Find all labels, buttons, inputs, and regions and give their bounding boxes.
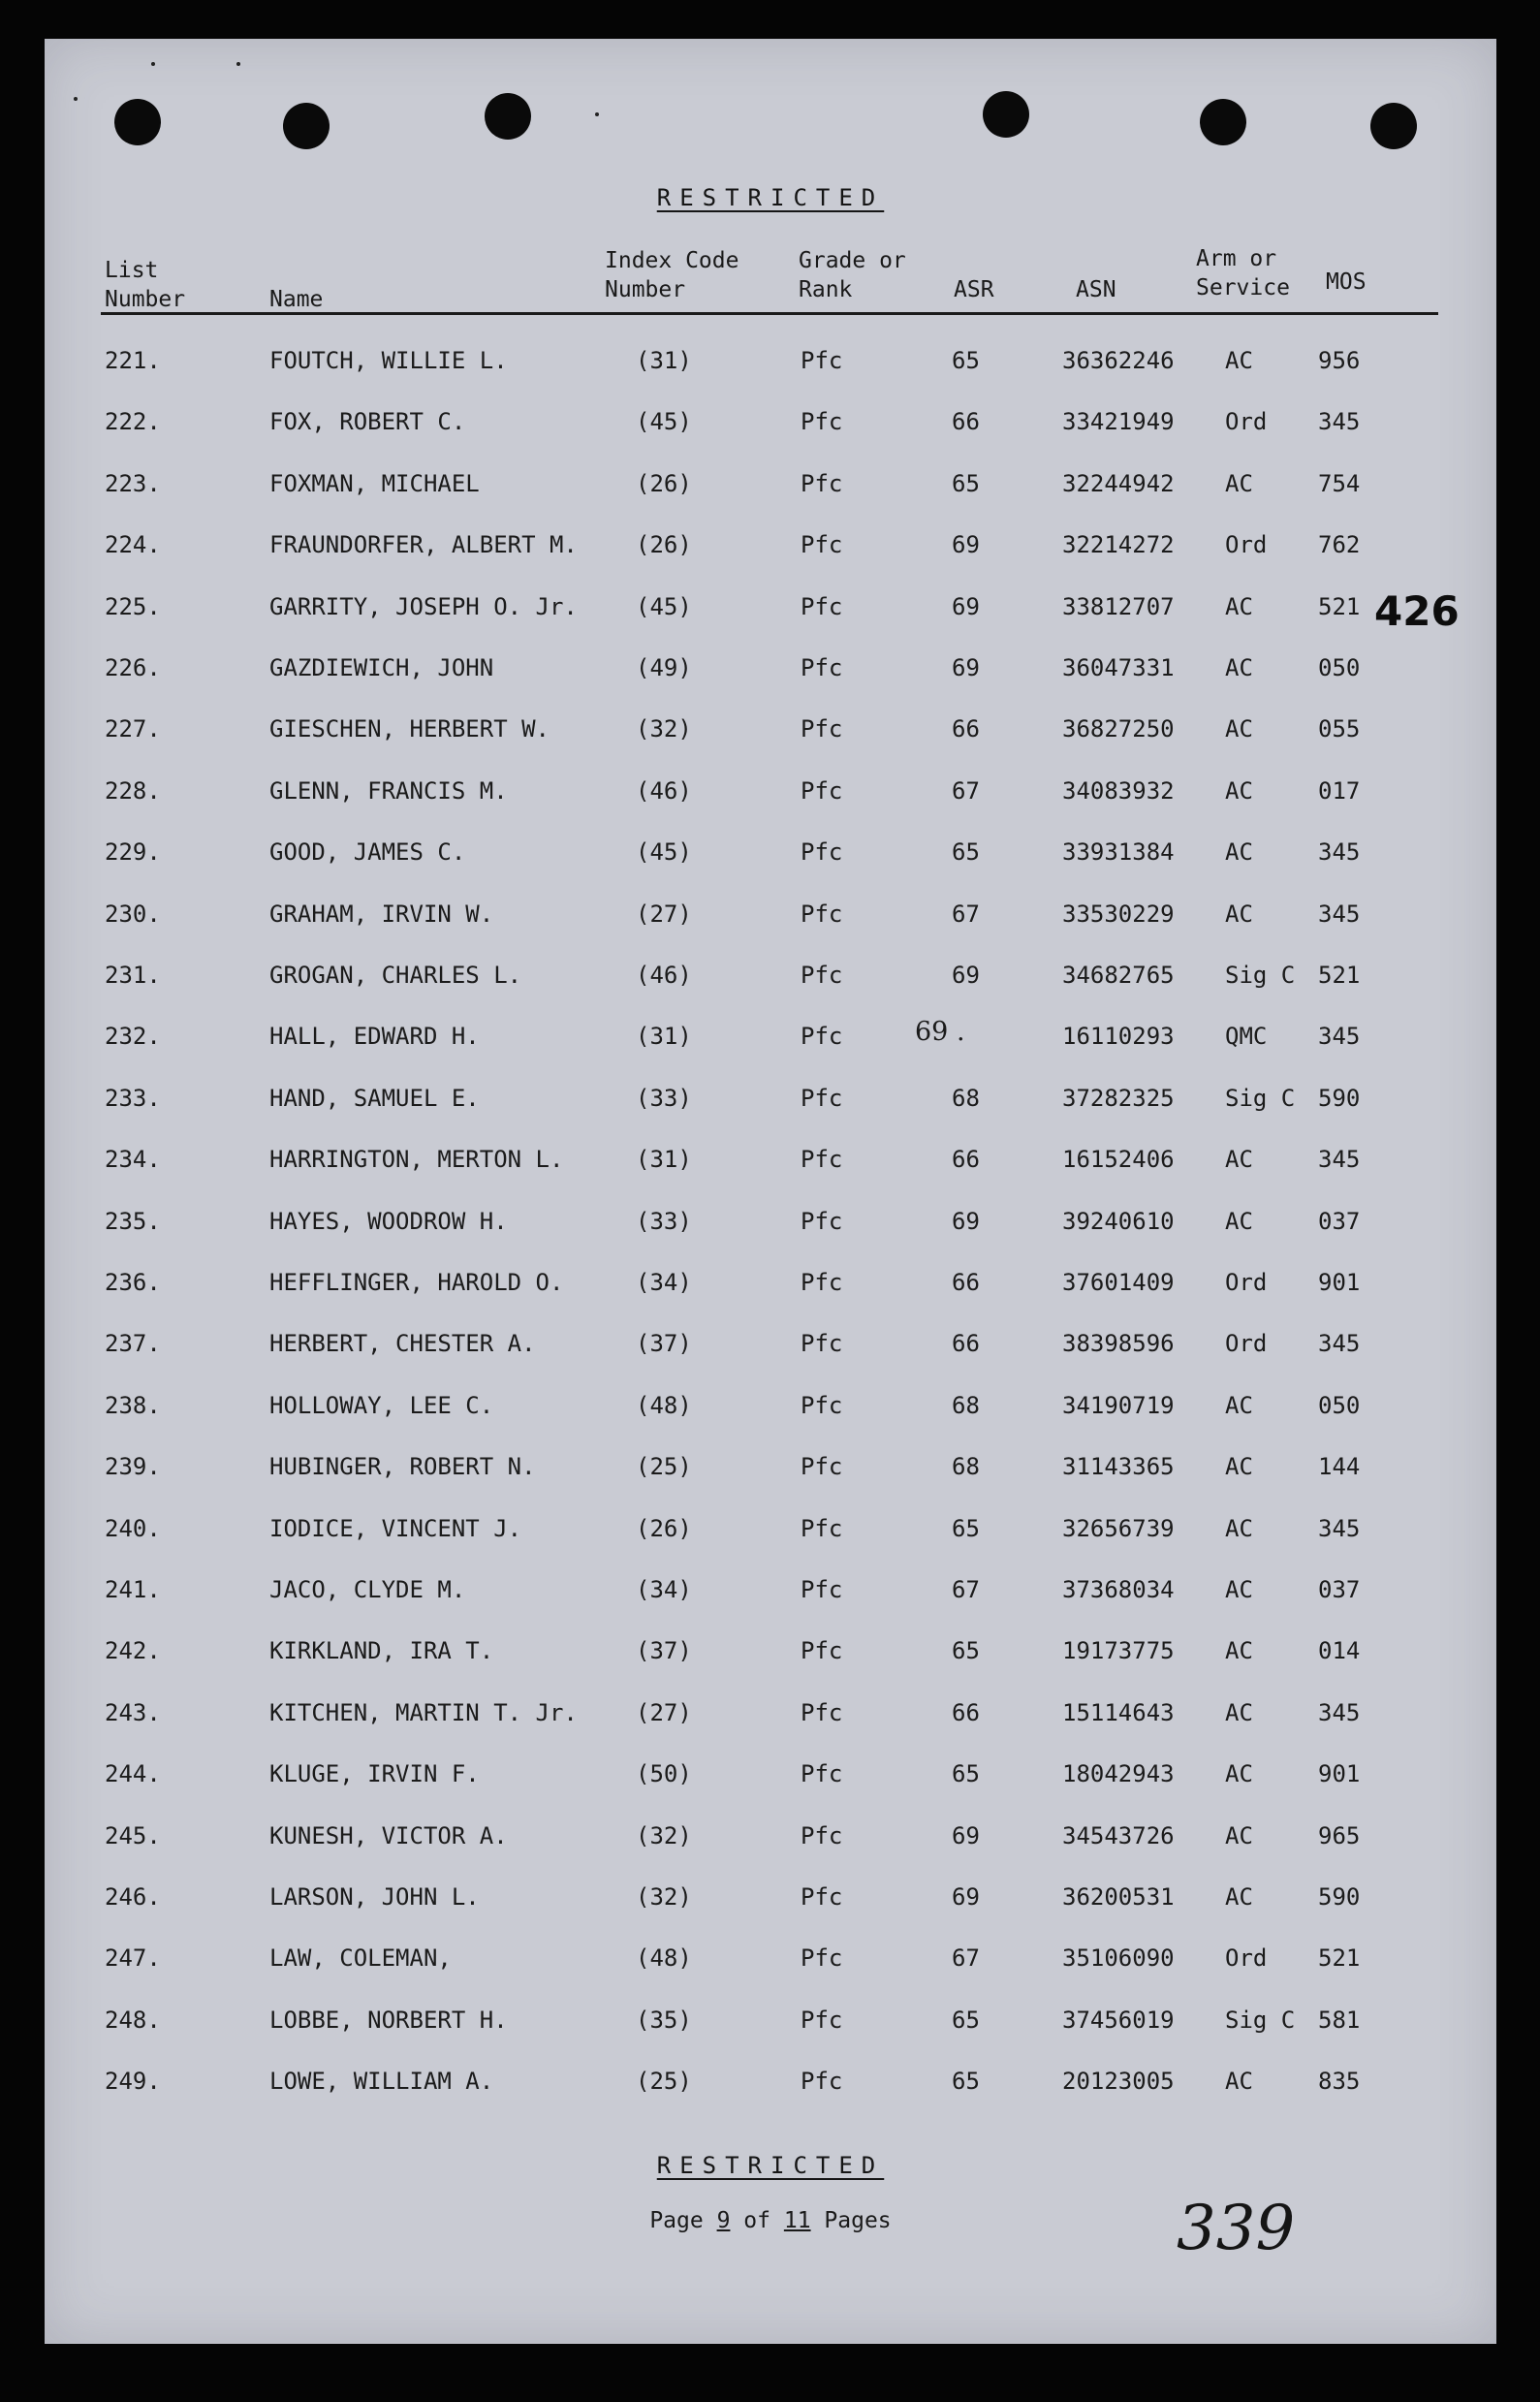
index-code: (37) xyxy=(636,1330,692,1358)
row-name: FOX, ROBERT C. xyxy=(269,408,466,436)
mos-value: 754 xyxy=(1318,469,1361,497)
asn-value: 37456019 xyxy=(1062,2006,1175,2034)
asr-value: 65 xyxy=(952,1760,980,1788)
col-header-arm: Arm or Service xyxy=(1196,246,1290,300)
asn-value: 36827250 xyxy=(1062,715,1175,743)
grade-rank: Pfc xyxy=(801,654,843,681)
asr-value: 66 xyxy=(952,1330,980,1358)
list-number: 233. xyxy=(105,1084,161,1112)
index-code: (31) xyxy=(636,1146,692,1174)
asn-value: 20123005 xyxy=(1062,2068,1175,2096)
index-code: (37) xyxy=(636,1637,692,1665)
asr-handwritten: 69 . xyxy=(915,1017,965,1048)
table-row xyxy=(45,715,1496,754)
arm-service: AC xyxy=(1225,1207,1253,1235)
arm-service: Ord xyxy=(1225,408,1268,436)
mos-value: 037 xyxy=(1318,1576,1361,1603)
list-number: 242. xyxy=(105,1637,161,1665)
row-name: GAZDIEWICH, JOHN xyxy=(269,654,494,681)
asr-value: 69 xyxy=(952,531,980,559)
mos-value: 590 xyxy=(1318,1084,1361,1112)
arm-service: AC xyxy=(1225,1453,1253,1481)
index-code: (31) xyxy=(636,347,692,374)
arm-service: AC xyxy=(1225,1514,1253,1542)
row-name: HOLLOWAY, LEE C. xyxy=(269,1391,494,1419)
mos-value: 017 xyxy=(1318,776,1361,805)
index-code: (26) xyxy=(636,531,692,559)
grade-rank: Pfc xyxy=(801,900,843,928)
list-number: 230. xyxy=(105,900,161,928)
index-code: (45) xyxy=(636,838,692,867)
list-number: 226. xyxy=(105,654,161,681)
asr-value: 67 xyxy=(952,900,980,928)
row-name: GRAHAM, IRVIN W. xyxy=(269,900,494,928)
list-number: 234. xyxy=(105,1146,161,1174)
mos-value: 521 xyxy=(1318,1944,1361,1973)
row-name: HEFFLINGER, HAROLD O. xyxy=(269,1269,564,1296)
grade-rank: Pfc xyxy=(801,408,843,436)
table-row xyxy=(45,1085,1496,1123)
list-number: 248. xyxy=(105,2006,161,2034)
table-row xyxy=(45,347,1496,386)
index-code: (27) xyxy=(636,900,692,928)
index-code: (33) xyxy=(636,1207,692,1235)
table-row xyxy=(45,777,1496,816)
grade-rank: Pfc xyxy=(801,715,843,743)
arm-service: AC xyxy=(1225,776,1253,805)
row-name: KITCHEN, MARTIN T. Jr. xyxy=(269,1698,578,1726)
grade-rank: Pfc xyxy=(801,469,843,497)
table-row xyxy=(45,1883,1496,1922)
asr-value: 66 xyxy=(952,715,980,743)
index-code: (45) xyxy=(636,408,692,436)
index-code: (46) xyxy=(636,776,692,805)
row-name: HAYES, WOODROW H. xyxy=(269,1207,508,1235)
row-name: GROGAN, CHARLES L. xyxy=(269,962,522,989)
mos-value: 762 xyxy=(1318,531,1361,559)
asr-value: 65 xyxy=(952,838,980,867)
table-row xyxy=(45,2068,1496,2106)
arm-service: AC xyxy=(1225,592,1253,620)
punch-hole xyxy=(485,93,531,140)
grade-rank: Pfc xyxy=(801,1944,843,1973)
asn-value: 37282325 xyxy=(1062,1084,1175,1112)
row-name: JACO, CLYDE M. xyxy=(269,1576,466,1603)
asn-value: 31143365 xyxy=(1062,1453,1175,1481)
arm-service: AC xyxy=(1225,1637,1253,1665)
col-header-mos: MOS xyxy=(1326,269,1367,295)
asn-value: 15114643 xyxy=(1062,1698,1175,1726)
asr-value: 68 xyxy=(952,1084,980,1112)
asr-value: 69 xyxy=(952,962,980,989)
row-name: HALL, EDWARD H. xyxy=(269,1023,480,1051)
table-row xyxy=(45,2007,1496,2045)
index-code: (25) xyxy=(636,1453,692,1481)
arm-service: AC xyxy=(1225,1391,1253,1419)
mos-value: 590 xyxy=(1318,1883,1361,1911)
asr-value: 65 xyxy=(952,1514,980,1542)
asn-value: 16152406 xyxy=(1062,1146,1175,1174)
arm-service: AC xyxy=(1225,1883,1253,1911)
table-row xyxy=(45,408,1496,447)
arm-service: AC xyxy=(1225,1698,1253,1726)
arm-service: AC xyxy=(1225,469,1253,497)
row-name: FRAUNDORFER, ALBERT M. xyxy=(269,531,578,559)
asr-value: 69 xyxy=(952,592,980,620)
paper-speck xyxy=(74,97,78,101)
table-row xyxy=(45,1392,1496,1431)
list-number: 238. xyxy=(105,1391,161,1419)
asn-value: 34682765 xyxy=(1062,962,1175,989)
mos-value: 901 xyxy=(1318,1760,1361,1788)
handwritten-page-number: 339 xyxy=(1177,2193,1296,2264)
table-row xyxy=(45,1576,1496,1615)
asr-value: 66 xyxy=(952,1698,980,1726)
list-number: 236. xyxy=(105,1269,161,1296)
asr-value: 66 xyxy=(952,1269,980,1296)
row-name: KUNESH, VICTOR A. xyxy=(269,1821,508,1849)
grade-rank: Pfc xyxy=(801,1821,843,1849)
index-code: (32) xyxy=(636,715,692,743)
index-code: (26) xyxy=(636,1514,692,1542)
list-number: 245. xyxy=(105,1821,161,1849)
asn-value: 32214272 xyxy=(1062,531,1175,559)
asr-value: 65 xyxy=(952,347,980,374)
table-row xyxy=(45,962,1496,1000)
row-name: GLENN, FRANCIS M. xyxy=(269,776,508,805)
index-code: (35) xyxy=(636,2006,692,2034)
grade-rank: Pfc xyxy=(801,1207,843,1235)
list-number: 237. xyxy=(105,1330,161,1358)
asn-value: 37368034 xyxy=(1062,1576,1175,1603)
table-row xyxy=(45,470,1496,509)
grade-rank: Pfc xyxy=(801,1514,843,1542)
asn-value: 33421949 xyxy=(1062,408,1175,436)
arm-service: Ord xyxy=(1225,1330,1268,1358)
table-row xyxy=(45,654,1496,693)
row-name: GIESCHEN, HERBERT W. xyxy=(269,715,550,743)
list-number: 243. xyxy=(105,1698,161,1726)
asn-value: 39240610 xyxy=(1062,1207,1175,1235)
restricted-footer-text: RESTRICTED xyxy=(656,2152,885,2179)
row-name: LOWE, WILLIAM A. xyxy=(269,2068,494,2096)
mos-value: 014 xyxy=(1318,1637,1361,1665)
asn-value: 34083932 xyxy=(1062,776,1175,805)
asn-value: 18042943 xyxy=(1062,1760,1175,1788)
asr-value: 66 xyxy=(952,408,980,436)
mos-value: 345 xyxy=(1318,1146,1361,1174)
mos-value: 521 xyxy=(1318,592,1361,620)
mos-value: 144 xyxy=(1318,1453,1361,1481)
grade-rank: Pfc xyxy=(801,1269,843,1296)
restricted-footer xyxy=(45,2152,1496,2179)
header-rule xyxy=(101,312,1438,315)
list-number: 241. xyxy=(105,1576,161,1603)
asn-value: 34543726 xyxy=(1062,1821,1175,1849)
index-code: (46) xyxy=(636,962,692,989)
table-row xyxy=(45,1269,1496,1308)
table-row xyxy=(45,1208,1496,1247)
asn-value: 33530229 xyxy=(1062,900,1175,928)
col-header-grade: Grade or Rank xyxy=(799,248,906,302)
arm-service: AC xyxy=(1225,900,1253,928)
grade-rank: Pfc xyxy=(801,347,843,374)
list-number: 247. xyxy=(105,1944,161,1973)
table-row xyxy=(45,1760,1496,1799)
list-number: 229. xyxy=(105,838,161,867)
asr-value: 68 xyxy=(952,1391,980,1419)
asr-value: 67 xyxy=(952,1576,980,1603)
asn-value: 34190719 xyxy=(1062,1391,1175,1419)
mos-value: 050 xyxy=(1318,654,1361,681)
asr-value: 69 xyxy=(952,1207,980,1235)
grade-rank: Pfc xyxy=(801,1084,843,1112)
grade-rank: Pfc xyxy=(801,1637,843,1665)
asn-value: 33812707 xyxy=(1062,592,1175,620)
table-row xyxy=(45,1017,1496,1061)
punch-hole xyxy=(283,103,330,149)
mos-value: 345 xyxy=(1318,408,1361,436)
row-name: IODICE, VINCENT J. xyxy=(269,1514,522,1542)
arm-service: Sig C xyxy=(1225,1084,1296,1112)
arm-service: Sig C xyxy=(1225,962,1296,989)
mos-value: 581 xyxy=(1318,2006,1361,2034)
row-name: FOXMAN, MICHAEL xyxy=(269,469,480,497)
index-code: (32) xyxy=(636,1821,692,1849)
mos-value: 345 xyxy=(1318,1514,1361,1542)
asn-value: 36362246 xyxy=(1062,347,1175,374)
arm-service: AC xyxy=(1225,715,1253,743)
asr-value: 69 xyxy=(952,1821,980,1849)
grade-rank: Pfc xyxy=(801,2006,843,2034)
table-row xyxy=(45,1515,1496,1554)
asn-value: 38398596 xyxy=(1062,1330,1175,1358)
arm-service: AC xyxy=(1225,347,1253,374)
list-number: 246. xyxy=(105,1883,161,1911)
arm-service: AC xyxy=(1225,2068,1253,2096)
asn-value: 35106090 xyxy=(1062,1944,1175,1973)
table-row xyxy=(45,1822,1496,1861)
asr-value: 69 xyxy=(952,1883,980,1911)
table-row xyxy=(45,593,1496,632)
grade-rank: Pfc xyxy=(801,776,843,805)
list-number: 227. xyxy=(105,715,161,743)
mos-value: 345 xyxy=(1318,838,1361,867)
arm-service: AC xyxy=(1225,654,1253,681)
mos-value: 345 xyxy=(1318,1330,1361,1358)
asn-value: 16110293 xyxy=(1062,1023,1175,1051)
table-row xyxy=(45,1637,1496,1676)
mos-value: 965 xyxy=(1318,1821,1361,1849)
asr-value: 68 xyxy=(952,1453,980,1481)
asn-value: 19173775 xyxy=(1062,1637,1175,1665)
table-row xyxy=(45,531,1496,570)
paper-speck xyxy=(595,112,599,116)
grade-rank: Pfc xyxy=(801,1453,843,1481)
asr-value: 65 xyxy=(952,2006,980,2034)
mos-value: 956 xyxy=(1318,347,1361,374)
row-name: HAND, SAMUEL E. xyxy=(269,1084,480,1112)
table-row xyxy=(45,1330,1496,1369)
arm-service: AC xyxy=(1225,838,1253,867)
index-code: (26) xyxy=(636,469,692,497)
index-code: (34) xyxy=(636,1576,692,1603)
index-code: (25) xyxy=(636,2068,692,2096)
asn-value: 33931384 xyxy=(1062,838,1175,867)
mos-value: 055 xyxy=(1318,715,1361,743)
asr-value: 65 xyxy=(952,469,980,497)
grade-rank: Pfc xyxy=(801,2068,843,2096)
index-code: (49) xyxy=(636,654,692,681)
restricted-header-text: RESTRICTED xyxy=(656,184,885,211)
grade-rank: Pfc xyxy=(801,592,843,620)
paper-speck xyxy=(236,62,240,66)
list-number: 221. xyxy=(105,347,161,374)
mos-value: 345 xyxy=(1318,1023,1361,1051)
col-header-list-number: List Number xyxy=(105,258,186,312)
arm-service: AC xyxy=(1225,1576,1253,1603)
index-code: (31) xyxy=(636,1023,692,1051)
list-number: 228. xyxy=(105,776,161,805)
mos-value: 835 xyxy=(1318,2068,1361,2096)
table-row xyxy=(45,1146,1496,1185)
mos-value: 345 xyxy=(1318,900,1361,928)
grade-rank: Pfc xyxy=(801,962,843,989)
table-row xyxy=(45,1699,1496,1738)
asn-value: 36200531 xyxy=(1062,1883,1175,1911)
page-total: 11 xyxy=(783,2208,811,2233)
arm-service: QMC xyxy=(1225,1023,1268,1051)
grade-rank: Pfc xyxy=(801,1023,843,1051)
index-code: (50) xyxy=(636,1760,692,1788)
index-code: (48) xyxy=(636,1391,692,1419)
margin-number-426: 426 xyxy=(1374,587,1460,635)
asr-value: 65 xyxy=(952,2068,980,2096)
page-suffix: Pages xyxy=(824,2208,892,2233)
mos-value: 521 xyxy=(1318,962,1361,989)
col-header-index-code: Index Code Number xyxy=(605,248,739,302)
row-name: LARSON, JOHN L. xyxy=(269,1883,480,1911)
asr-value: 66 xyxy=(952,1146,980,1174)
arm-service: Ord xyxy=(1225,1944,1268,1973)
row-name: HUBINGER, ROBERT N. xyxy=(269,1453,536,1481)
arm-service: AC xyxy=(1225,1821,1253,1849)
page-current: 9 xyxy=(716,2208,731,2233)
index-code: (48) xyxy=(636,1944,692,1973)
list-number: 239. xyxy=(105,1453,161,1481)
punch-hole xyxy=(1200,99,1246,145)
list-number: 223. xyxy=(105,469,161,497)
row-name: LOBBE, NORBERT H. xyxy=(269,2006,508,2034)
table-row xyxy=(45,901,1496,939)
row-name: GOOD, JAMES C. xyxy=(269,838,466,867)
asn-value: 32244942 xyxy=(1062,469,1175,497)
list-number: 222. xyxy=(105,408,161,436)
arm-service: AC xyxy=(1225,1146,1253,1174)
col-header-name: Name xyxy=(269,287,324,312)
grade-rank: Pfc xyxy=(801,1146,843,1174)
row-name: GARRITY, JOSEPH O. Jr. xyxy=(269,592,578,620)
index-code: (32) xyxy=(636,1883,692,1911)
punch-hole xyxy=(1370,103,1417,149)
asn-value: 36047331 xyxy=(1062,654,1175,681)
document-sheet xyxy=(45,39,1496,2344)
index-code: (45) xyxy=(636,592,692,620)
punch-hole xyxy=(114,99,161,145)
row-name: KIRKLAND, IRA T. xyxy=(269,1637,494,1665)
arm-service: Ord xyxy=(1225,531,1268,559)
row-name: HARRINGTON, MERTON L. xyxy=(269,1146,564,1174)
asn-value: 37601409 xyxy=(1062,1269,1175,1296)
col-header-asr: ASR xyxy=(954,277,994,302)
mos-value: 345 xyxy=(1318,1698,1361,1726)
list-number: 240. xyxy=(105,1514,161,1542)
paper-speck xyxy=(151,62,155,66)
list-number: 225. xyxy=(105,592,161,620)
mos-value: 037 xyxy=(1318,1207,1361,1235)
row-name: LAW, COLEMAN, xyxy=(269,1944,452,1973)
asr-value: 69 xyxy=(952,654,980,681)
grade-rank: Pfc xyxy=(801,1330,843,1358)
list-number: 249. xyxy=(105,2068,161,2096)
grade-rank: Pfc xyxy=(801,1760,843,1788)
asn-value: 32656739 xyxy=(1062,1514,1175,1542)
asr-value: 65 xyxy=(952,1637,980,1665)
table-row xyxy=(45,838,1496,877)
arm-service: Sig C xyxy=(1225,2006,1296,2034)
punch-hole xyxy=(983,91,1029,138)
col-header-asn: ASN xyxy=(1076,277,1116,302)
table-row xyxy=(45,1453,1496,1492)
list-number: 244. xyxy=(105,1760,161,1788)
list-number: 231. xyxy=(105,962,161,989)
arm-service: Ord xyxy=(1225,1269,1268,1296)
asr-value: 67 xyxy=(952,1944,980,1973)
list-number: 232. xyxy=(105,1023,161,1051)
restricted-header xyxy=(45,184,1496,211)
mos-value: 050 xyxy=(1318,1391,1361,1419)
grade-rank: Pfc xyxy=(801,1576,843,1603)
list-number: 235. xyxy=(105,1207,161,1235)
row-name: KLUGE, IRVIN F. xyxy=(269,1760,480,1788)
asr-value: 67 xyxy=(952,776,980,805)
row-name: FOUTCH, WILLIE L. xyxy=(269,347,508,374)
row-name: HERBERT, CHESTER A. xyxy=(269,1330,536,1358)
index-code: (27) xyxy=(636,1698,692,1726)
list-number: 224. xyxy=(105,531,161,559)
index-code: (34) xyxy=(636,1269,692,1296)
index-code: (33) xyxy=(636,1084,692,1112)
page-prefix: Page xyxy=(649,2208,704,2233)
arm-service: AC xyxy=(1225,1760,1253,1788)
table-row xyxy=(45,1944,1496,1983)
grade-rank: Pfc xyxy=(801,1698,843,1726)
grade-rank: Pfc xyxy=(801,838,843,867)
page-of: of xyxy=(743,2208,770,2233)
grade-rank: Pfc xyxy=(801,531,843,559)
grade-rank: Pfc xyxy=(801,1883,843,1911)
mos-value: 901 xyxy=(1318,1269,1361,1296)
grade-rank: Pfc xyxy=(801,1391,843,1419)
